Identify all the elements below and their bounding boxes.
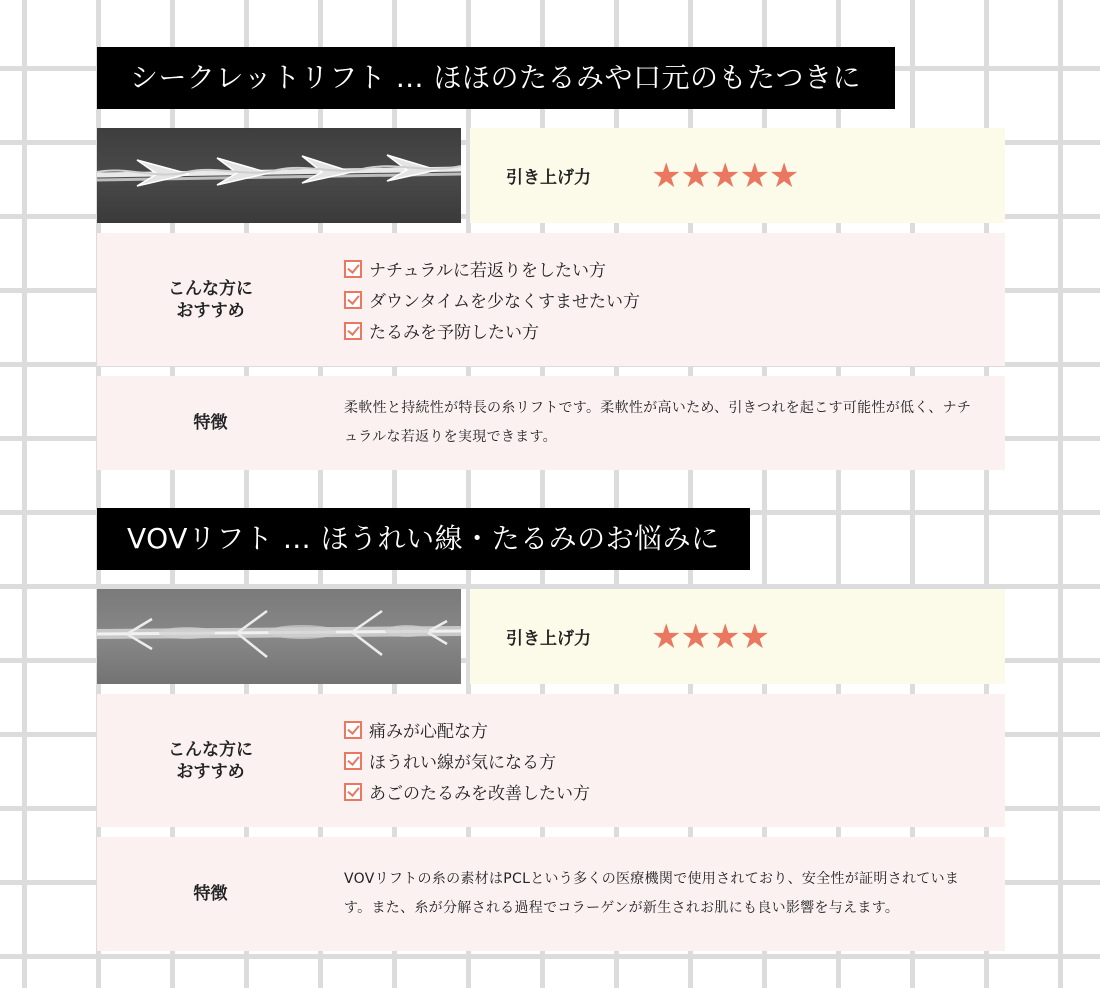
recommend-list xyxy=(324,253,640,346)
checkbox-checked-icon xyxy=(344,783,362,801)
vov-lift-section xyxy=(97,508,1005,951)
star-rating-icon: ★★★★★ xyxy=(651,155,799,196)
feature-box xyxy=(97,837,1005,951)
rating-row xyxy=(97,589,1005,684)
rating-box xyxy=(470,128,1005,223)
list-item xyxy=(344,284,640,315)
thread-illustration xyxy=(97,128,461,223)
list-item-text: ほうれい線が気になる方 xyxy=(369,753,556,773)
recommend-box xyxy=(97,694,1005,827)
list-item-text: たるみを予防したい方 xyxy=(369,323,539,343)
thread-illustration xyxy=(97,589,461,684)
list-item xyxy=(344,714,590,745)
recommend-label xyxy=(97,278,324,322)
recommend-label-line-1: こんな方に xyxy=(168,278,253,299)
rating-box xyxy=(470,589,1005,684)
recommend-label-line-2: おすすめ xyxy=(176,300,245,321)
recommend-label-line-2: おすすめ xyxy=(176,761,245,782)
checkbox-checked-icon xyxy=(344,291,362,309)
recommend-label-line-1: こんな方に xyxy=(168,739,253,760)
recommend-label xyxy=(97,739,324,783)
list-item xyxy=(344,315,640,346)
feature-text: 柔軟性と持続性が特長の糸リフトです。柔軟性が高いため、引きつれを起こす可能性が低く、ナチュラルな若返りを実現できます。 xyxy=(344,400,972,445)
thread-image xyxy=(97,589,461,684)
rating-label: 引き上げ力 xyxy=(506,629,591,649)
list-item xyxy=(344,776,590,807)
recommend-box xyxy=(97,233,1005,366)
list-item-text: 痛みが心配な方 xyxy=(369,722,488,742)
checkbox-checked-icon xyxy=(344,260,362,278)
list-item-text: ダウンタイムを少なくすませたい方 xyxy=(369,292,640,312)
section-title: シークレットリフト … ほほのたるみや口元のもたつきに xyxy=(97,47,895,109)
star-rating-icon: ★★★★ xyxy=(651,616,769,657)
secret-lift-section xyxy=(97,47,1005,470)
feature-label: 特徴 xyxy=(193,413,228,433)
list-item-text: あごのたるみを改善したい方 xyxy=(369,784,590,804)
feature-text: VOVリフトの糸の素材はPCLという多くの医療機関で使用されており、安全性が証明されています。また、糸が分解される過程でコラーゲンが新生されお肌にも良い影響を与えます。 xyxy=(344,871,960,916)
list-item xyxy=(344,745,590,776)
rating-label: 引き上げ力 xyxy=(506,168,591,188)
feature-label: 特徴 xyxy=(193,884,228,904)
list-item xyxy=(344,253,640,284)
checkbox-checked-icon xyxy=(344,721,362,739)
checkbox-checked-icon xyxy=(344,322,362,340)
recommend-list xyxy=(324,714,590,807)
rating-row xyxy=(97,128,1005,223)
list-item-text: ナチュラルに若返りをしたい方 xyxy=(369,261,606,281)
thread-image xyxy=(97,128,461,223)
feature-box xyxy=(97,376,1005,470)
checkbox-checked-icon xyxy=(344,752,362,770)
section-title: VOVリフト … ほうれい線・たるみのお悩みに xyxy=(97,508,750,570)
